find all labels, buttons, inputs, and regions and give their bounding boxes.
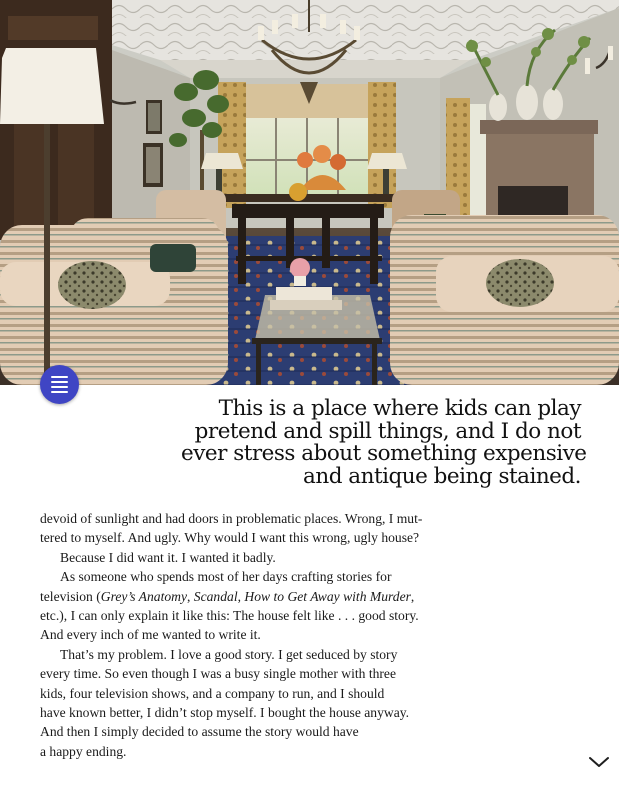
pull-quote (181, 396, 587, 489)
body-line: etc.), I can only explain it like this: The house felt like . . . good story. (40, 608, 419, 624)
body-line: devoid of sunlight and had doors in problematic places. Wrong, I mut- (40, 511, 423, 526)
body-line: every time. So even though I was a busy single mother with three (40, 666, 396, 682)
body-line: And every inch of me wanted to write it. (40, 627, 261, 643)
body-text-run: television ( (40, 588, 101, 604)
pull-quote-line: ever stress about something expensive (181, 441, 587, 466)
article-body (40, 509, 440, 761)
body-line: Because I did want it. I wanted it badly. (60, 549, 276, 565)
show-title: How to Get Away with Murder (244, 588, 411, 604)
body-text-run: , (237, 588, 245, 604)
body-line: have known better, I didn’t stop myself. I bought the house anyway. (40, 705, 410, 721)
body-line: a happy ending. (40, 743, 127, 759)
body-text-run: , (410, 588, 415, 604)
menu-icon (51, 373, 68, 396)
pull-quote-line: pretend and spill things, and I do not (194, 418, 581, 444)
body-line: kids, four television shows, and a company to run, and I should (40, 685, 385, 701)
show-title: Grey’s Anatomy (100, 588, 187, 604)
body-line: tered to myself. And ugly. Why would I want this wrong, ugly house? (40, 530, 420, 546)
next-page-button[interactable] (588, 754, 610, 770)
menu-button[interactable] (40, 365, 79, 404)
body-line (40, 587, 440, 606)
body-line: And then I simply decided to assume the story would have (40, 724, 359, 740)
pull-quote-line: and antique being stained. (303, 463, 581, 489)
body-text-run: , (187, 588, 194, 604)
body-line: As someone who spends most of her days crafting stories for (60, 569, 392, 585)
body-line: That’s my problem. I love a good story. I get seduced by story (60, 646, 398, 662)
pull-quote-line: This is a place where kids can play (218, 396, 581, 421)
chevron-down-icon (588, 754, 610, 770)
living-room-photo (0, 0, 619, 385)
show-title: Scandal (193, 588, 238, 604)
